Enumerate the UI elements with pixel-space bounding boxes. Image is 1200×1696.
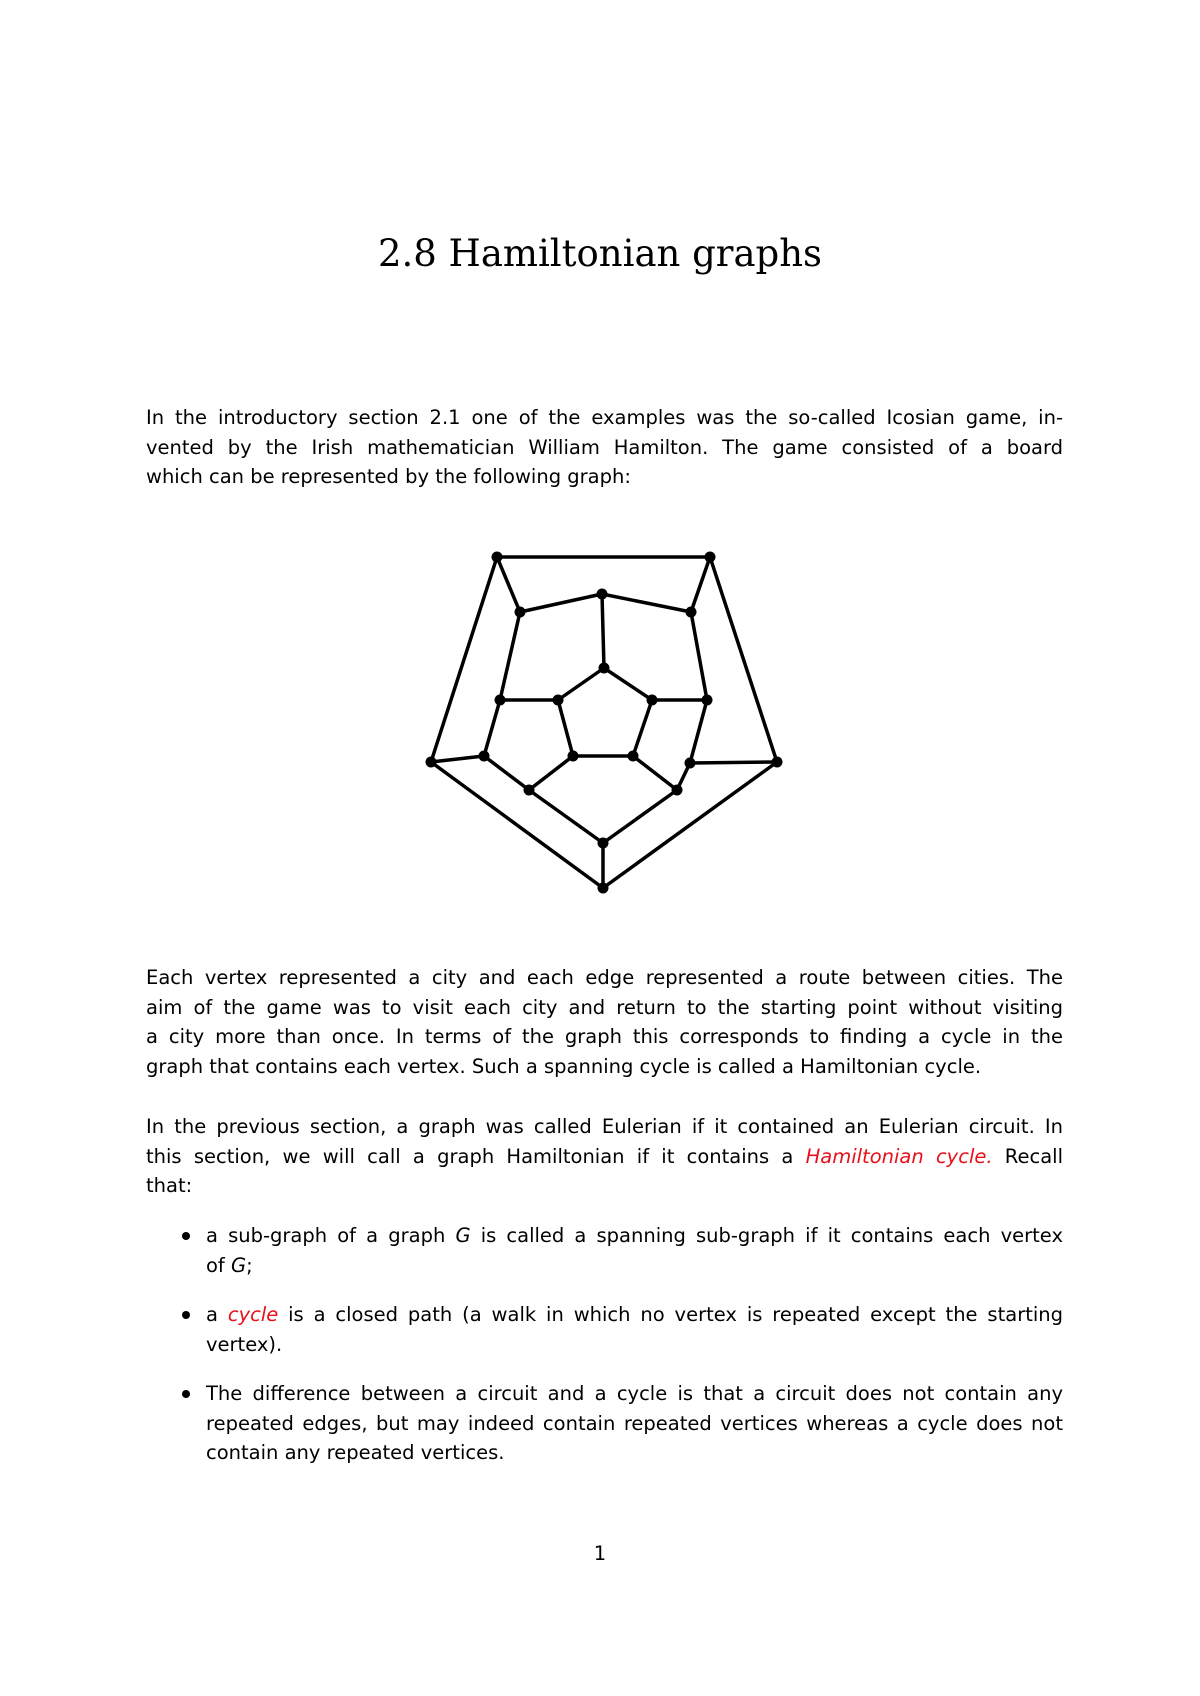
graph-edge <box>529 790 603 843</box>
graph-edge <box>691 557 710 612</box>
intro-line-1: In the introductory section 2.1 one of the examples was the so-called Icosian game, in- <box>146 406 1063 429</box>
graph-edge <box>710 557 777 762</box>
graph-vertex <box>598 883 609 894</box>
p2-line-4: graph that contains each vertex. Such a spanning cycle is called a Hamiltonian cycle. <box>146 1054 982 1078</box>
section-title: 2.8 Hamiltonian graphs <box>377 232 823 275</box>
p2-line-2: aim of the game was to visit each city and return to the starting point without visiting <box>146 995 1063 1019</box>
bullet-text <box>206 1300 1063 1359</box>
bullet-2-text-a: a <box>206 1303 228 1326</box>
hamiltonian-cycle-link[interactable]: Hamiltonian cycle. <box>805 1144 993 1168</box>
graph-vertex <box>647 695 658 706</box>
graph-vertex <box>495 695 506 706</box>
graph-edge <box>500 612 520 700</box>
graph-edge <box>484 756 529 790</box>
graph-vertex <box>553 695 564 706</box>
graph-symbol: G <box>455 1224 471 1247</box>
graph-edge <box>431 557 497 762</box>
bullet-1-line-1 <box>206 1221 1063 1251</box>
bullet-3-line-3: contain any repeated vertices. <box>206 1441 505 1464</box>
dodecahedron-graph-diagram <box>400 530 820 910</box>
bullet-dot <box>182 1311 190 1319</box>
graph-edge <box>431 756 484 762</box>
p3-line-3: that: <box>146 1174 193 1197</box>
paragraph-definition <box>146 1112 1063 1201</box>
p2-line-1: Each vertex represented a city and each edge represented a route between cities. The <box>146 966 1063 989</box>
bullet-1-text-c: of <box>206 1253 231 1277</box>
graph-vertex <box>685 758 696 769</box>
graph-vertex <box>492 552 503 563</box>
graph-vertex <box>597 589 608 600</box>
graph-vertices <box>426 552 783 894</box>
graph-edge <box>603 790 677 843</box>
graph-edge <box>633 756 677 790</box>
bullet-text <box>206 1221 1063 1280</box>
graph-edge <box>604 668 652 700</box>
bullet-3-line-1: The difference between a circuit and a cycle is that a circuit does not contain any <box>206 1382 1063 1405</box>
p3-line-2-text: this section, we will call a graph Hamiltonian if it contains a <box>146 1144 806 1168</box>
graph-vertex <box>772 757 783 768</box>
bullet-text <box>206 1379 1063 1468</box>
graph-vertex <box>479 751 490 762</box>
intro-line-3: which can be represented by the following graph: <box>146 465 631 488</box>
p3-line-1: In the previous section, a graph was called Eulerian if it contained an Eulerian circuit. In <box>146 1115 1063 1138</box>
graph-edge <box>602 594 604 668</box>
graph-vertex <box>628 751 639 762</box>
graph-vertex <box>598 838 609 849</box>
graph-edge <box>558 668 604 700</box>
bullet-1-line-2 <box>206 1251 1063 1281</box>
graph-symbol: G <box>231 1253 247 1277</box>
bullet-1-text-b: is called a spanning sub-graph if it contains each vertex <box>470 1224 1063 1247</box>
graph-vertex <box>702 695 713 706</box>
graph-vertex <box>524 785 535 796</box>
cycle-link[interactable]: cycle <box>227 1303 279 1326</box>
graph-edge <box>484 700 500 756</box>
p2-line-3: a city more than once. In terms of the graph this corresponds to finding a cycle in the <box>146 1025 1063 1048</box>
p3-line-2-after: Recall <box>992 1144 1063 1168</box>
bullet-dot <box>182 1232 190 1240</box>
bullet-3-line-2: repeated edges, but may indeed contain repeated vertices whereas a cycle does not <box>206 1411 1063 1435</box>
intro-paragraph <box>146 403 1063 492</box>
bullet-2-line-1 <box>206 1300 1063 1330</box>
bullet-1-text-a: a sub-graph of a graph <box>206 1224 456 1247</box>
graph-vertex <box>568 751 579 762</box>
graph-edge <box>691 612 707 700</box>
bullet-2-line-2: vertex). <box>206 1332 283 1356</box>
graph-edge <box>497 557 520 612</box>
graph-edge <box>558 700 573 756</box>
graph-edge <box>529 756 573 790</box>
graph-edge <box>520 594 602 612</box>
graph-edge <box>690 762 777 763</box>
p3-line-2 <box>146 1142 1063 1172</box>
bullet-1-text-d: ; <box>246 1253 253 1277</box>
bullet-2-text-b: is a closed path (a walk in which no vertex is repeated except the starting <box>278 1303 1064 1326</box>
graph-vertex <box>705 552 716 563</box>
graph-vertex <box>426 757 437 768</box>
page-number: 1 <box>593 1542 607 1565</box>
graph-edge <box>602 594 691 612</box>
graph-edge <box>633 700 652 756</box>
graph-vertex <box>686 607 697 618</box>
graph-vertex <box>672 785 683 796</box>
bullet-dot <box>182 1390 190 1398</box>
graph-vertex <box>599 663 610 674</box>
graph-vertex <box>515 607 526 618</box>
paragraph-game-description <box>146 963 1063 1081</box>
graph-edge <box>690 700 707 763</box>
intro-line-2: vented by the Irish mathematician William Hamilton. The game consisted of a board <box>146 435 1063 459</box>
